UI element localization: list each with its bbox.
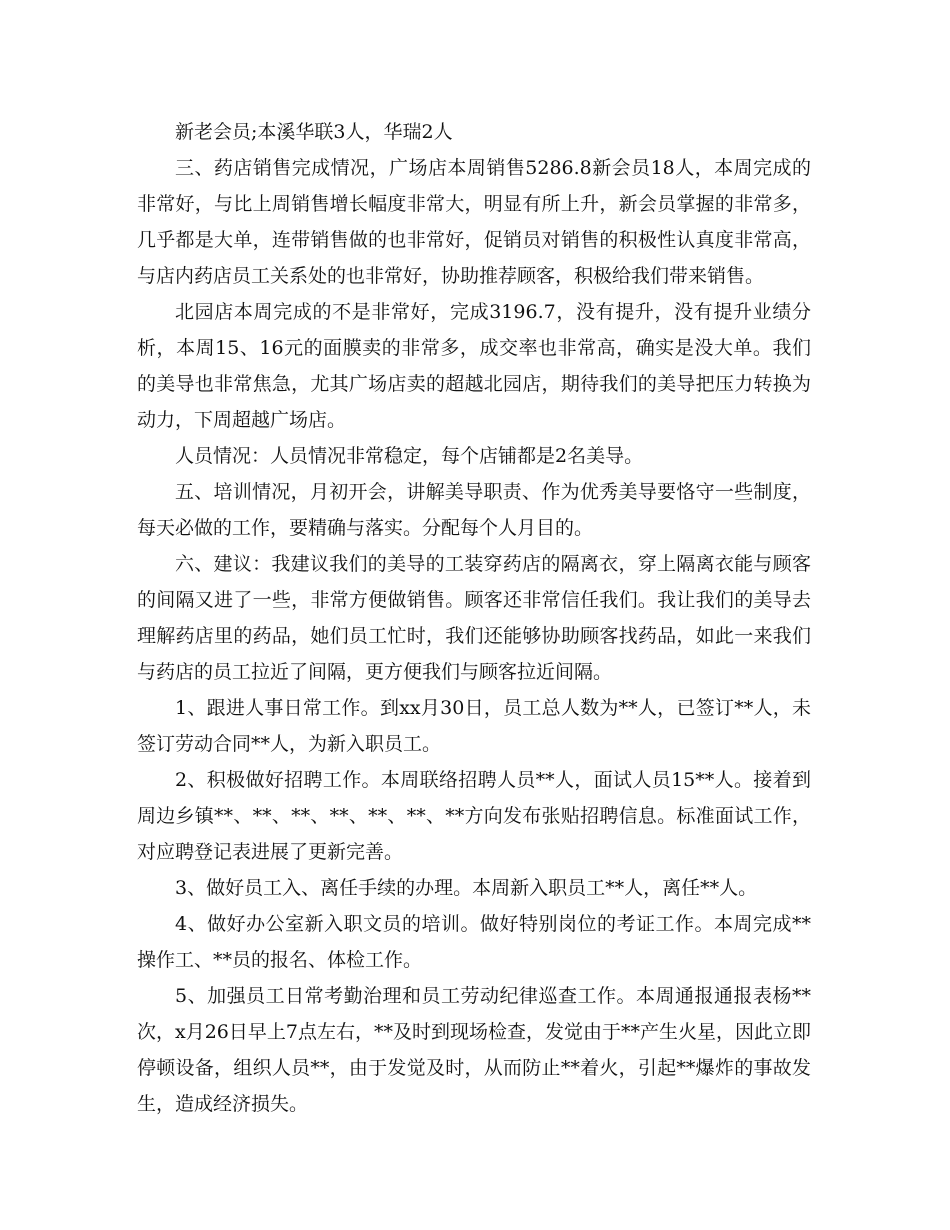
paragraph-pharmacy-sales: 三、药店销售完成情况，广场店本周销售5286.8新会员18人，本周完成的非常好，与比上周销售增长幅度非常大，明显有所上升，新会员掌握的非常多，几乎都是大单，连带销售做的也非常好，促销员对销售的积极性认真度非常高，与店内药店员工关系处的也非常好，协助推荐顾客，积极给我们带来销售。 [137, 157, 811, 287]
paragraph-item-2: 2、积极做好招聘工作。本周联络招聘人员**人，面试人员15**人。接着到周边乡镇**、**、**、**、**、**、**方向发布张贴招聘信息。标准面试工作，对应聘登记表进展了更新完善。 [137, 769, 811, 863]
paragraph-item-4: 4、做好办公室新入职文员的培训。做好特别岗位的考证工作。本周完成**操作工、**员的报名、体检工作。 [137, 913, 811, 971]
paragraph-item-3: 3、做好员工入、离任手续的办理。本周新入职员工**人，离任**人。 [175, 877, 758, 899]
paragraph-training: 五、培训情况，月初开会，讲解美导职责、作为优秀美导要恪守一些制度，每天必做的工作，要精确与落实。分配每个人月目的。 [137, 481, 811, 539]
document-body [137, 114, 811, 1122]
paragraph-item-5: 5、加强员工日常考勤治理和员工劳动纪律巡查工作。本周通报通报表杨**次，x月26日早上7点左右，**及时到现场检查，发觉由于**产生火星，因此立即停顿设备，组织人员**，由于发觉及时，从而防止**着火，引起**爆炸的事故发生，造成经济损失。 [137, 985, 811, 1115]
paragraph-item-1: 1、跟进人事日常工作。到xx月30日，员工总人数为**人，已签订**人，未签订劳动合同**人，为新入职员工。 [137, 697, 811, 755]
paragraph-beiyuan-store: 北园店本周完成的不是非常好，完成3196.7，没有提升，没有提升业绩分析，本周15、16元的面膜卖的非常多，成交率也非常高，确实是没大单。我们的美导也非常焦急，尤其广场店卖的超越北园店，期待我们的美导把压力转换为动力，下周超越广场店。 [137, 301, 811, 431]
paragraph-suggestions: 六、建议：我建议我们的美导的工装穿药店的隔离衣，穿上隔离衣能与顾客的间隔又进了一些，非常方便做销售。顾客还非常信任我们。我让我们的美导去理解药店里的药品，她们员工忙时，我们还能够协助顾客找药品，如此一来我们与药店的员工拉近了间隔，更方便我们与顾客拉近间隔。 [137, 553, 811, 683]
paragraph-new-old-members: 新老会员;本溪华联3人，华瑞2人 [175, 121, 453, 143]
paragraph-staff-status: 人员情况：人员情况非常稳定，每个店铺都是2名美导。 [175, 445, 644, 467]
